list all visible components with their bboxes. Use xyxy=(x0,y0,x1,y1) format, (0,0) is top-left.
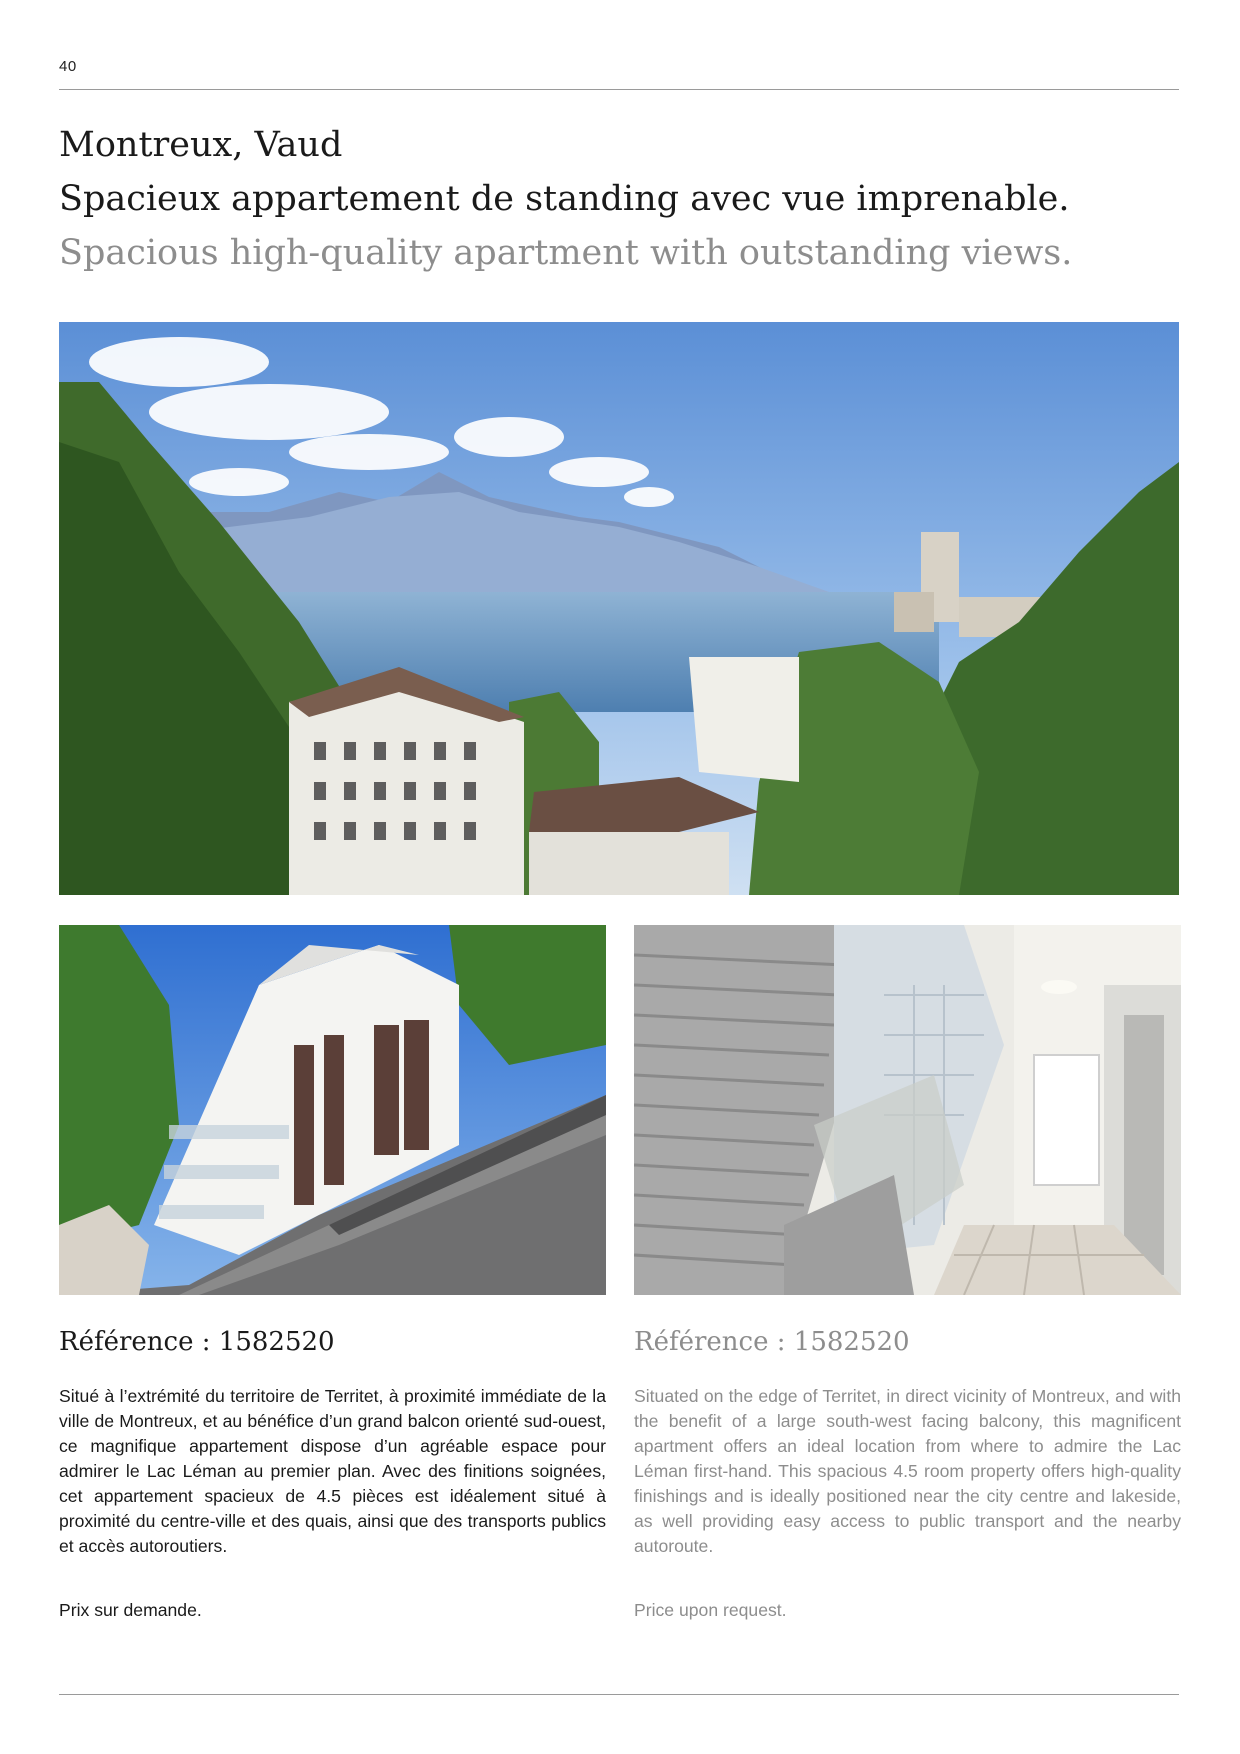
title-english: Spacious high-quality apartment with outstanding views. xyxy=(59,233,1073,273)
stairwell-interior-photo xyxy=(634,925,1181,1295)
page-number: 40 xyxy=(59,58,77,75)
title-french: Spacieux appartement de standing avec vue imprenable. xyxy=(59,179,1070,219)
price-english: Price upon request. xyxy=(634,1600,787,1620)
reference-english: Référence : 1582520 xyxy=(634,1327,910,1357)
building-exterior-image xyxy=(59,925,606,1295)
description-english: Situated on the edge of Territet, in direct vicinity of Montreux, and with the benefit of a large south-west facing balcony, this magnificent apartment offers an ideal location from where to admire the Lac Léman first-hand. This spacious 4.5 room property offers high-quality finishings and is ideally positioned near the city centre and lakeside, as well providing easy access to public transport and the nearby autoroute. xyxy=(634,1386,1181,1556)
listing-french xyxy=(59,1322,606,1559)
hero-lake-view-photo xyxy=(59,322,1179,895)
price-french: Prix sur demande. xyxy=(59,1600,202,1620)
title-block xyxy=(59,118,1179,280)
location-title: Montreux, Vaud xyxy=(59,125,343,165)
lake-view-image xyxy=(59,322,1179,895)
top-divider xyxy=(59,89,1179,90)
stairwell-interior-image xyxy=(634,925,1181,1295)
listing-english xyxy=(634,1322,1181,1559)
building-exterior-photo xyxy=(59,925,606,1295)
bottom-divider xyxy=(59,1694,1179,1695)
description-french: Situé à l’extrémité du territoire de Territet, à proximité immédiate de la ville de Montreux, et au bénéfice d’un grand balcon orienté sud-ouest, ce magnifique appartement dispose d’un agréable espace pour admirer le Lac Léman au premier plan. Avec des finitions soignées, cet appartement spacieux de 4.5 pièces est idéalement situé à proximité du centre-ville et des quais, ainsi que des transports publics et accès autoroutiers. xyxy=(59,1386,606,1556)
reference-french: Référence : 1582520 xyxy=(59,1327,335,1357)
